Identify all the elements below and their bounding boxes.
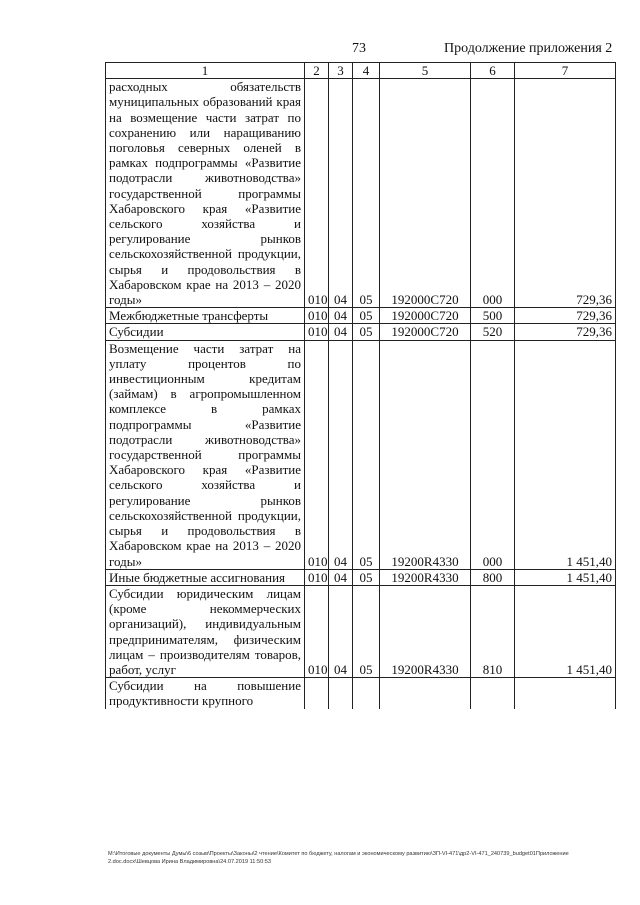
code-cell: 000 [471, 340, 515, 569]
column-header: 1 [106, 63, 305, 79]
code-cell: 192000C720 [380, 79, 471, 308]
row-name: расходных обязательств муниципальных образований края на возмещение части затрат по сохранению или наращиванию поголовья северных оленей в рамках подпрограммы «Развитие подотрасли животноводства» государственной программы Хабаровского края «Развитие сельского хозяйства и регулирование рынков сельскохозяйственной продукции, сырья и продовольствия в Хабаровском крае на 2013 – 2020 годы» [106, 79, 305, 308]
code-cell: 010 [305, 569, 329, 585]
row-name: Субсидии на повышение продуктивности крупного [106, 678, 305, 709]
code-cell: 05 [353, 585, 380, 677]
code-cell: 04 [329, 585, 353, 677]
code-cell: 010 [305, 308, 329, 324]
table-row [106, 678, 616, 709]
code-cell [329, 678, 353, 709]
row-name: Субсидии [106, 324, 305, 340]
code-cell: 19200R4330 [380, 340, 471, 569]
document-path-footer: М:\Итоговые документы Думы\6 созыв\Проекты\Законы\2 чтение\Комитет по бюджету, налогам и экономическому развитию\ЗП-VI-471\др2-VI-471_240739_budget01Приложение 2.doc.docx\Шевцова Ирина Владимировна\24.07.2019 11:50:53 [108, 851, 569, 865]
page-number: 73 [352, 41, 366, 56]
amount-cell: 1 451,40 [515, 340, 616, 569]
amount-cell: 729,36 [515, 324, 616, 340]
amount-cell: 1 451,40 [515, 585, 616, 677]
code-cell: 010 [305, 585, 329, 677]
code-cell: 04 [329, 308, 353, 324]
code-cell: 05 [353, 308, 380, 324]
code-cell: 192000C720 [380, 324, 471, 340]
code-cell [380, 678, 471, 709]
code-cell: 19200R4330 [380, 569, 471, 585]
row-name: Межбюджетные трансферты [106, 308, 305, 324]
column-header: 5 [380, 63, 471, 79]
continuation-label: Продолжение приложения 2 [444, 41, 613, 56]
code-cell: 05 [353, 340, 380, 569]
code-cell: 05 [353, 324, 380, 340]
table-row [106, 340, 616, 569]
code-cell: 04 [329, 79, 353, 308]
code-cell [305, 678, 329, 709]
column-header: 7 [515, 63, 616, 79]
column-header: 6 [471, 63, 515, 79]
row-name: Возмещение части затрат на уплату процентов по инвестиционным кредитам (займам) в агропромышленном комплексе в рамках подпрограммы «Развитие подотрасли животноводства» государственной программы Хабаровского края «Развитие сельского хозяйства и регулирование рынков сельскохозяйственной продукции, сырья и продовольствия в Хабаровском крае на 2013 – 2020 годы» [106, 340, 305, 569]
table-row [106, 308, 616, 324]
code-cell [471, 678, 515, 709]
code-cell: 010 [305, 79, 329, 308]
code-cell: 800 [471, 569, 515, 585]
row-name: Субсидии юридическим лицам (кроме некоммерческих организаций), индивидуальным предпринимателям, физическим лицам – производителям товаров, работ, услуг [106, 585, 305, 677]
row-name: Иные бюджетные ассигнования [106, 569, 305, 585]
code-cell: 000 [471, 79, 515, 308]
code-cell: 500 [471, 308, 515, 324]
amount-cell [515, 678, 616, 709]
code-cell: 010 [305, 340, 329, 569]
table-row [106, 569, 616, 585]
code-cell: 04 [329, 569, 353, 585]
code-cell: 19200R4330 [380, 585, 471, 677]
amount-cell: 729,36 [515, 79, 616, 308]
column-header: 2 [305, 63, 329, 79]
column-header: 3 [329, 63, 353, 79]
code-cell: 192000C720 [380, 308, 471, 324]
code-cell: 520 [471, 324, 515, 340]
amount-cell: 1 451,40 [515, 569, 616, 585]
code-cell: 810 [471, 585, 515, 677]
column-header: 4 [353, 63, 380, 79]
amount-cell: 729,36 [515, 308, 616, 324]
table-row [106, 79, 616, 308]
code-cell: 010 [305, 324, 329, 340]
code-cell: 04 [329, 340, 353, 569]
header-row [106, 63, 616, 79]
budget-table [105, 62, 616, 709]
table-row [106, 585, 616, 677]
table-row [106, 324, 616, 340]
code-cell: 05 [353, 569, 380, 585]
code-cell: 04 [329, 324, 353, 340]
code-cell [353, 678, 380, 709]
code-cell: 05 [353, 79, 380, 308]
